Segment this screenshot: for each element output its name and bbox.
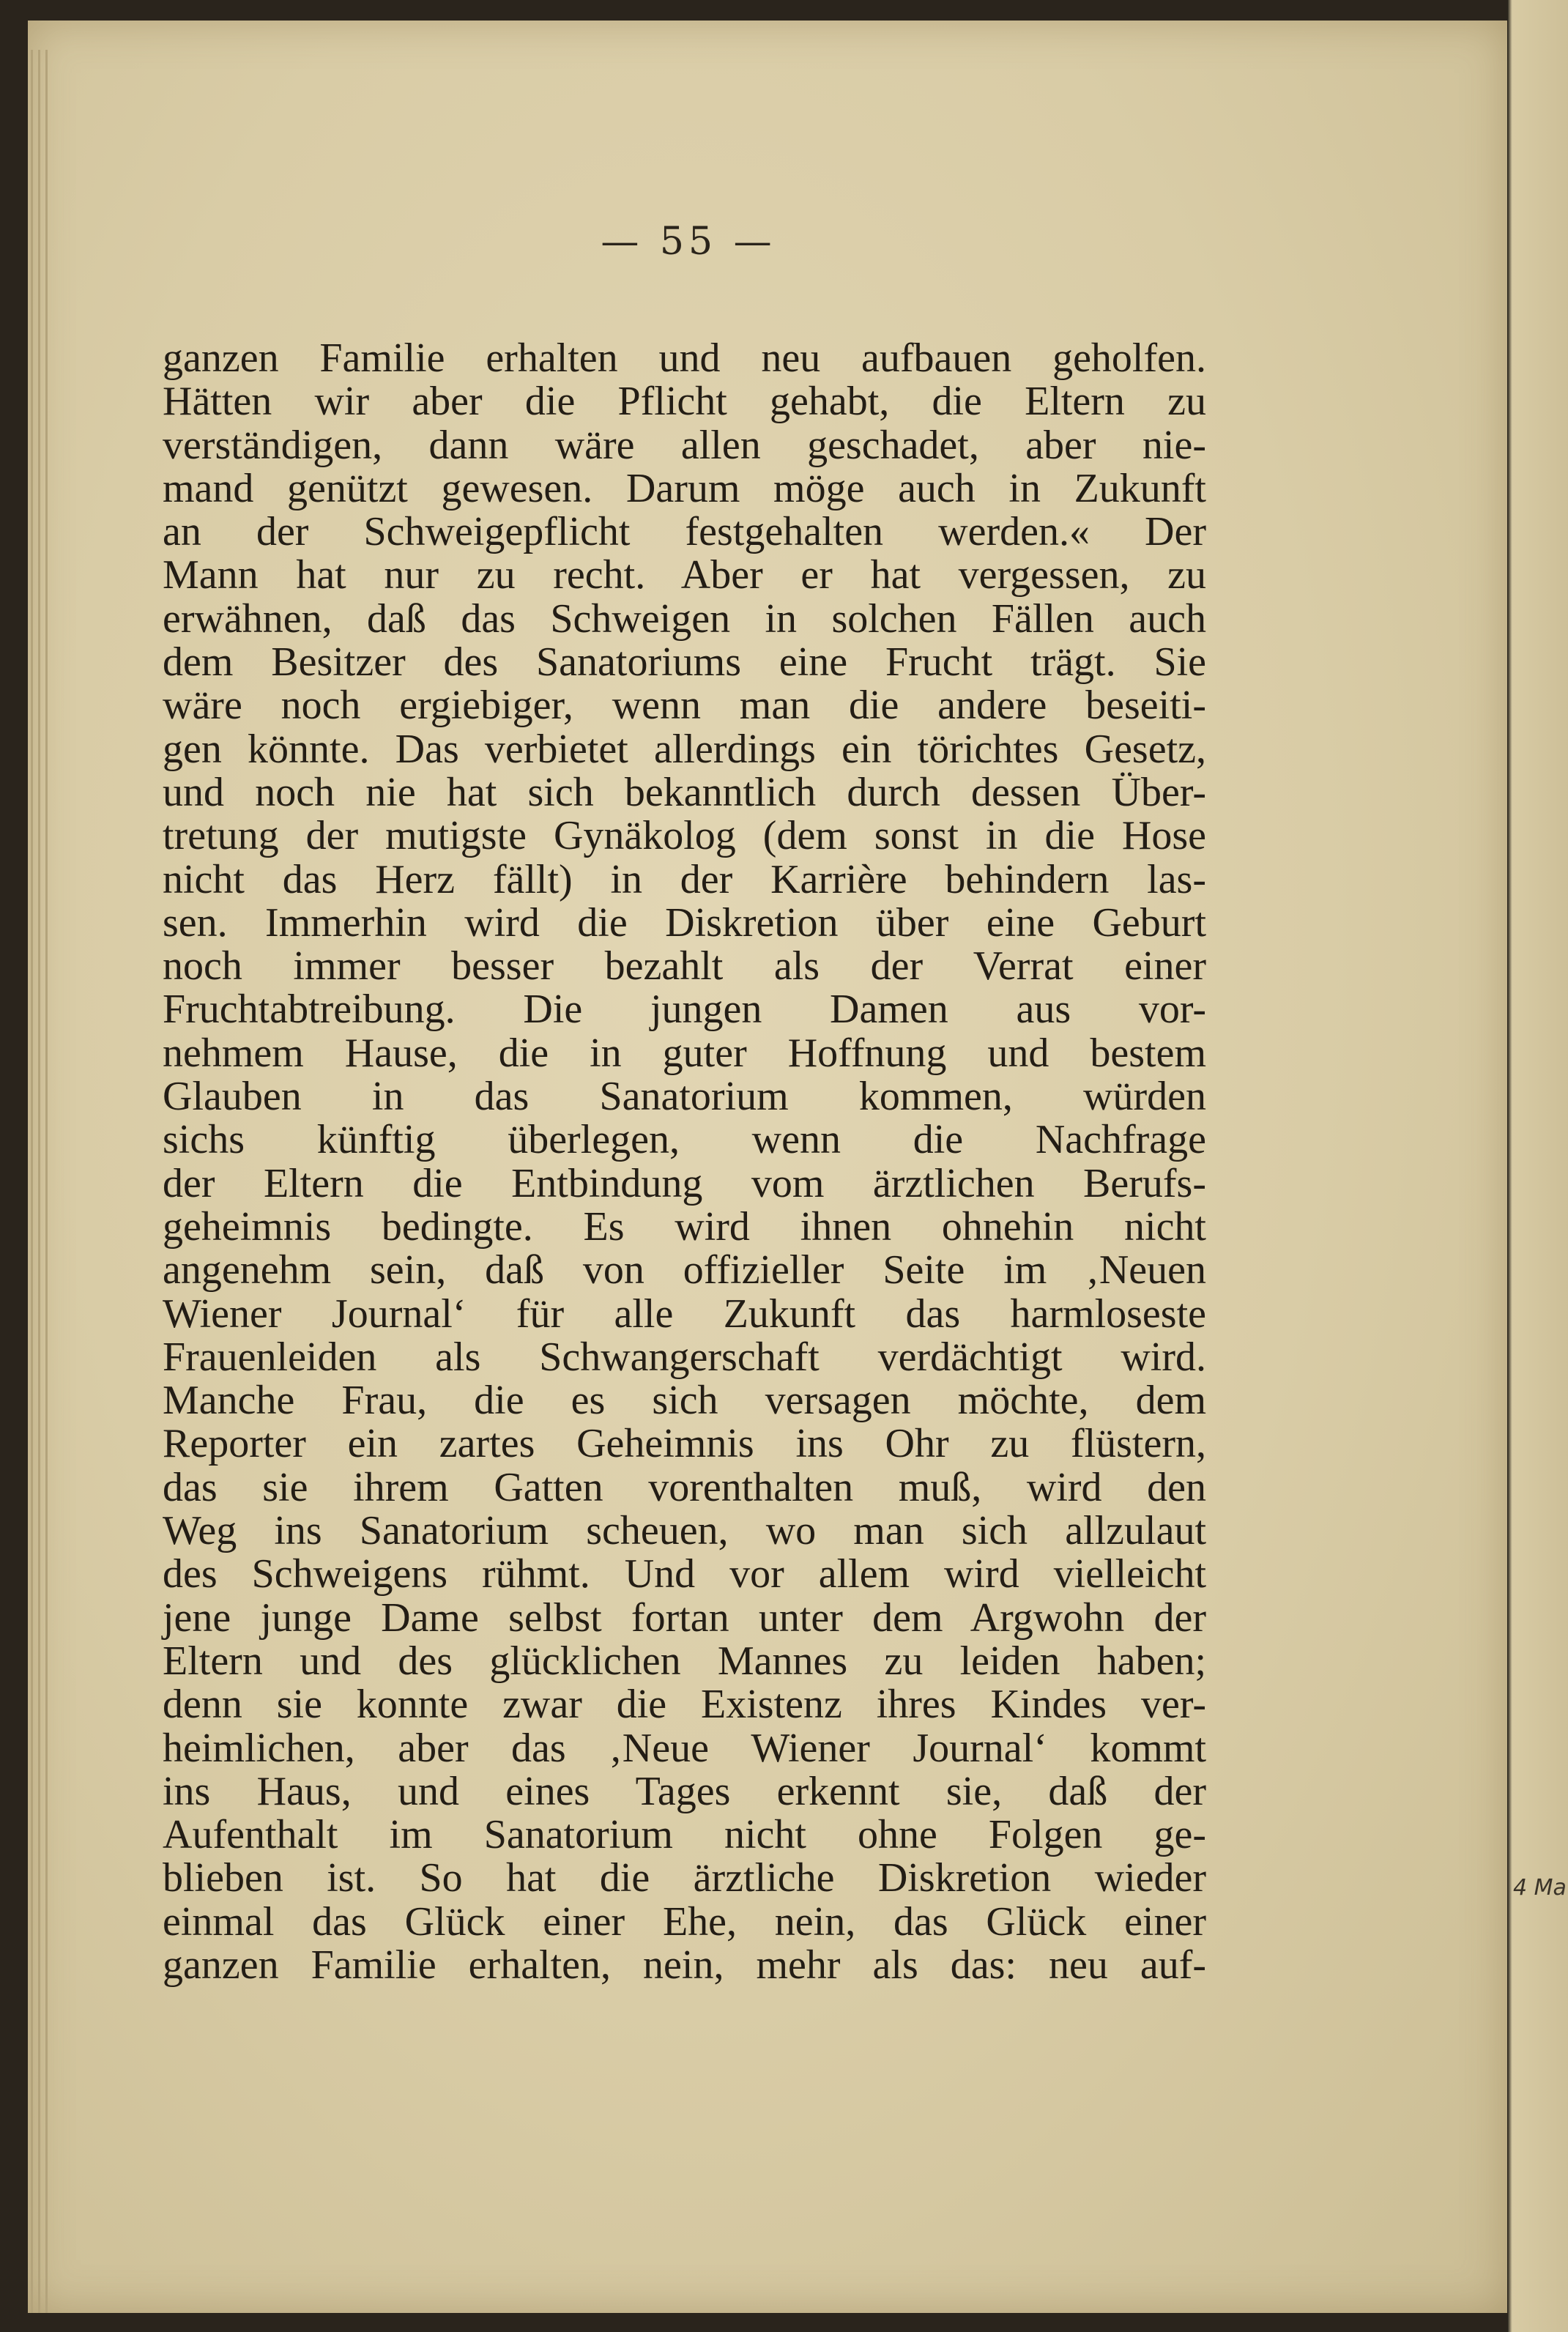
text-line: verständigen, dann wäre allen geschadet, aber nie- [163,422,1206,468]
text-line: wäre noch ergiebiger, wenn man die andere beseiti- [163,683,1206,729]
text-line: dem Besitzer des Sanatoriums eine Frucht trägt. Sie [163,639,1206,686]
text-line: nehmem Hause, die in guter Hoffnung und bestem [163,1030,1206,1076]
text-line: der Eltern die Entbindung vom ärztlichen Berufs- [163,1160,1206,1206]
text-line: Manche Frau, die es sich versagen möchte, dem [163,1378,1206,1424]
text-line: angenehm sein, daß von offizieller Seite im ‚Neuen [163,1247,1206,1293]
text-line: Fruchtabtreibung. Die jungen Damen aus vor- [163,987,1206,1033]
text-line: erwähnen, daß das Schweigen in solchen Fällen auch [163,595,1206,642]
text-line: gen könnte. Das verbietet allerdings ein törichtes Gesetz, [163,726,1206,772]
text-line: Mann hat nur zu recht. Aber er hat vergessen, zu [163,552,1206,598]
text-line: denn sie konnte zwar die Existenz ihres Kindes ver- [163,1682,1206,1728]
text-line: Glauben in das Sanatorium kommen, würden [163,1074,1206,1120]
text-line: heimlichen, aber das ‚Neue Wiener Journal‘ kommt [163,1725,1206,1771]
text-line: geheimnis bedingte. Es wird ihnen ohnehin nicht [163,1203,1206,1249]
text-line: einmal das Glück einer Ehe, nein, das Glück einer [163,1898,1206,1945]
page-edge-1 [31,50,33,2313]
text-line: und noch nie hat sich bekanntlich durch dessen Über- [163,769,1206,815]
text-line: das sie ihrem Gatten vorenthalten muß, wird den [163,1464,1206,1510]
page-edge-3 [45,50,48,2313]
page-number: — 55 — [601,220,776,264]
text-line: noch immer besser bezahlt als der Verrat einer [163,943,1206,989]
text-line: mand genützt gewesen. Darum möge auch in Zukunft [163,465,1206,511]
text-line: Weg ins Sanatorium scheuen, wo man sich allzulaut [163,1508,1206,1554]
text-line: jene junge Dame selbst fortan unter dem Argwohn der [163,1594,1206,1641]
text-line: Reporter ein zartes Geheimnis ins Ohr zu flüstern, [163,1421,1206,1467]
text-line: blieben ist. So hat die ärztliche Diskretion wieder [163,1855,1206,1901]
body-text [163,337,1206,1987]
text-line: ins Haus, und eines Tages erkennt sie, daß der [163,1768,1206,1814]
text-line: ganzen Familie erhalten und neu aufbauen geholfen. [163,335,1206,381]
page-edge-2 [38,50,40,2313]
text-line: des Schweigens rühmt. Und vor allem wird vielleicht [163,1551,1206,1597]
text-line: Frauenleiden als Schwangerschaft verdächtigt wird. [163,1334,1206,1380]
margin-note: 4 Ма [1513,1875,1567,1901]
text-line: Eltern und des glücklichen Mannes zu leiden haben; [163,1638,1206,1684]
text-line: ganzen Familie erhalten, nein, mehr als das: neu auf- [163,1942,1206,1988]
text-line: nicht das Herz fällt) in der Karrière behindern las- [163,856,1206,902]
text-line: Hätten wir aber die Pflicht gehabt, die Eltern zu [163,379,1206,425]
text-line: sen. Immerhin wird die Diskretion über eine Geburt [163,899,1206,946]
text-line: an der Schweigepflicht festgehalten werden.« Der [163,509,1206,555]
text-line: sichs künftig überlegen, wenn die Nachfrage [163,1117,1206,1163]
adjacent-page-strip [1507,0,1568,2332]
text-line: Aufenthalt im Sanatorium nicht ohne Folgen ge- [163,1812,1206,1858]
text-line: Wiener Journal‘ für alle Zukunft das harmloseste [163,1291,1206,1337]
text-line: tretung der mutigste Gynäkolog (dem sonst in die Hose [163,813,1206,859]
